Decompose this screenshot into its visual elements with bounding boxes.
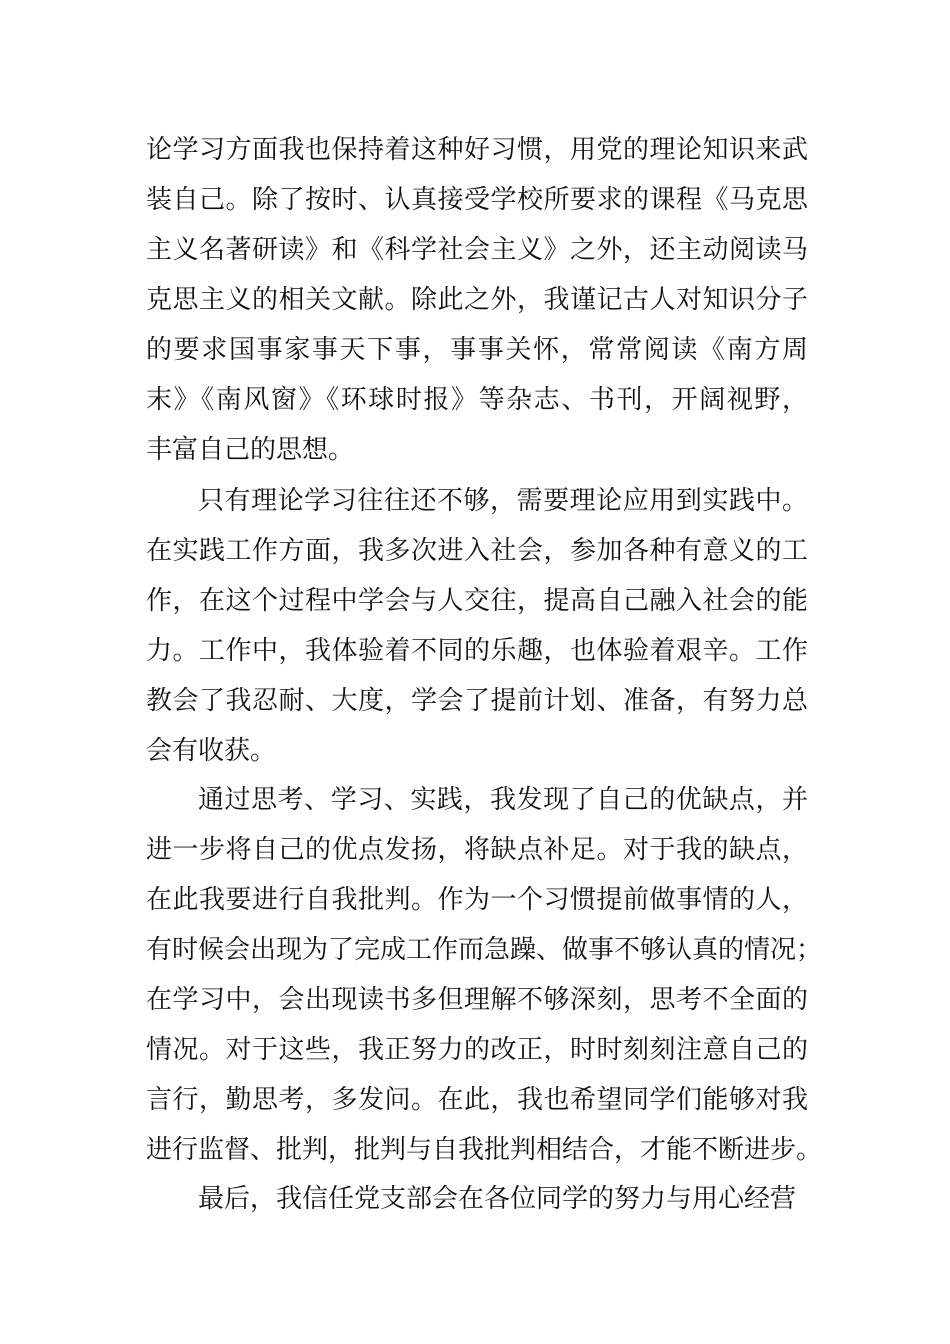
text-line: 克思主义的相关文献。除此之外，我谨记古人对知识分子	[146, 285, 808, 315]
text-line: 论学习方面我也保持着这种好习惯，用党的理论知识来武	[146, 135, 808, 165]
text-line: 作，在这个过程中学会与人交往，提高自己融入社会的能	[146, 586, 808, 616]
text-line: 力。工作中，我体验着不同的乐趣，也体验着艰辛。工作	[146, 636, 808, 666]
text-line: 在此我要进行自我批判。作为一个习惯提前做事情的人，	[146, 885, 808, 915]
text-line: 装自己。除了按时、认真接受学校所要求的课程《马克思	[146, 185, 808, 215]
text-line: 进一步将自己的优点发扬，将缺点补足。对于我的缺点，	[146, 835, 808, 865]
text-line: 末》《南风窗》《环球时报》等杂志、书刊，开阔视野，	[146, 385, 808, 415]
text-line: 在学习中，会出现读书多但理解不够深刻，思考不全面的	[146, 985, 808, 1015]
paragraph-first-line: 只有理论学习往往还不够，需要理论应用到实践中。	[198, 486, 808, 516]
text-line: 丰富自己的思想。	[146, 435, 355, 465]
text-line: 教会了我忍耐、大度，学会了提前计划、准备，有努力总	[146, 686, 808, 716]
text-line: 主义名著研读》和《科学社会主义》之外，还主动阅读马	[146, 235, 808, 265]
text-line: 情况。对于这些，我正努力的改正，时时刻刻注意自己的	[146, 1035, 808, 1065]
text-line: 言行，勤思考，多发问。在此，我也希望同学们能够对我	[146, 1085, 808, 1115]
paragraph-first-line: 最后，我信任党支部会在各位同学的努力与用心经营	[198, 1184, 797, 1214]
text-line: 的要求国事家事天下事，事事关怀，常常阅读《南方周	[146, 335, 808, 365]
text-line: 进行监督、批判，批判与自我批判相结合，才能不断进步。	[146, 1135, 823, 1165]
text-line: 有时候会出现为了完成工作而急躁、做事不够认真的情况；	[146, 935, 823, 965]
text-line: 会有收获。	[146, 736, 277, 766]
paragraph-first-line: 通过思考、学习、实践，我发现了自己的优缺点，并	[198, 785, 808, 815]
text-line: 在实践工作方面，我多次进入社会，参加各种有意义的工	[146, 536, 808, 566]
